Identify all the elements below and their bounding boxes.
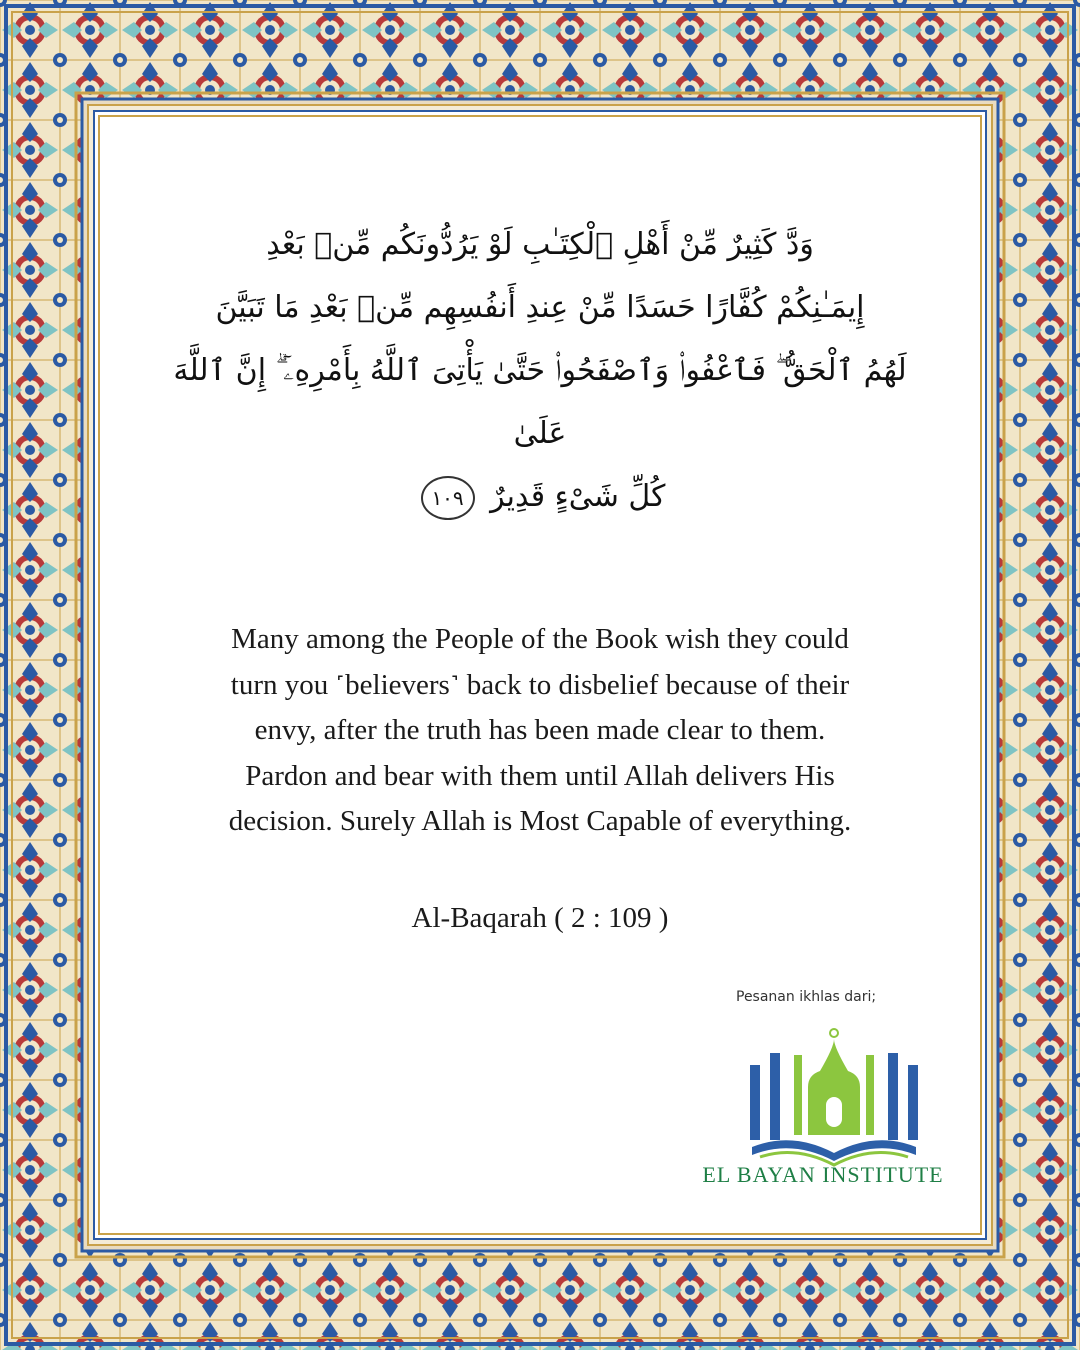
translation-line: decision. Surely Allah is Most Capable of everything. [228, 805, 852, 837]
mosque-book-logo-icon [740, 1025, 940, 1173]
institute-name: EL BAYAN INSTITUTE [702, 1162, 944, 1187]
translation-line: turn you ˹believers˺ back to disbelief because of their [230, 668, 850, 701]
arabic-line-text: كُلِّ شَىْءٍ قَدِيرٌ [490, 479, 666, 514]
translation-text [130, 617, 950, 845]
arabic-line-last [148, 465, 932, 528]
translation-line: envy, after the truth has been made clear to them. [254, 714, 826, 746]
content-panel [100, 117, 980, 1233]
arabic-line: لَهُمُ ٱلْحَقُّ ۖ فَٱعْفُوا۟ وَٱصْفَحُوا۟ حَتَّىٰ يَأْتِىَ ٱللَّهُ بِأَمْرِهِۦٓ ۗ إِنَّ ٱللَّهَ عَلَىٰ [173, 353, 907, 451]
arabic-line: وَدَّ كَثِيرٌ مِّنْ أَهْلِ ٱلْكِتَـٰبِ لَوْ يَرُدُّونَكُم مِّنۢ بَعْدِ [266, 227, 814, 262]
arabic-verse [148, 213, 932, 528]
arabic-line: إِيمَـٰنِكُمْ كُفَّارًا حَسَدًا مِّنْ عِندِ أَنفُسِهِم مِّنۢ بَعْدِ مَا تَبَيَّنَ [215, 290, 865, 325]
ayah-number-marker: ١٠٩ [421, 476, 475, 520]
credit-label: Pesanan ikhlas dari; [736, 989, 877, 1005]
translation-line: Pardon and bear with them until Allah delivers His [245, 759, 835, 792]
translation-line: Many among the People of the Book wish they could [231, 623, 849, 655]
verse-reference: Al-Baqarah ( 2 : 109 ) [411, 902, 669, 934]
